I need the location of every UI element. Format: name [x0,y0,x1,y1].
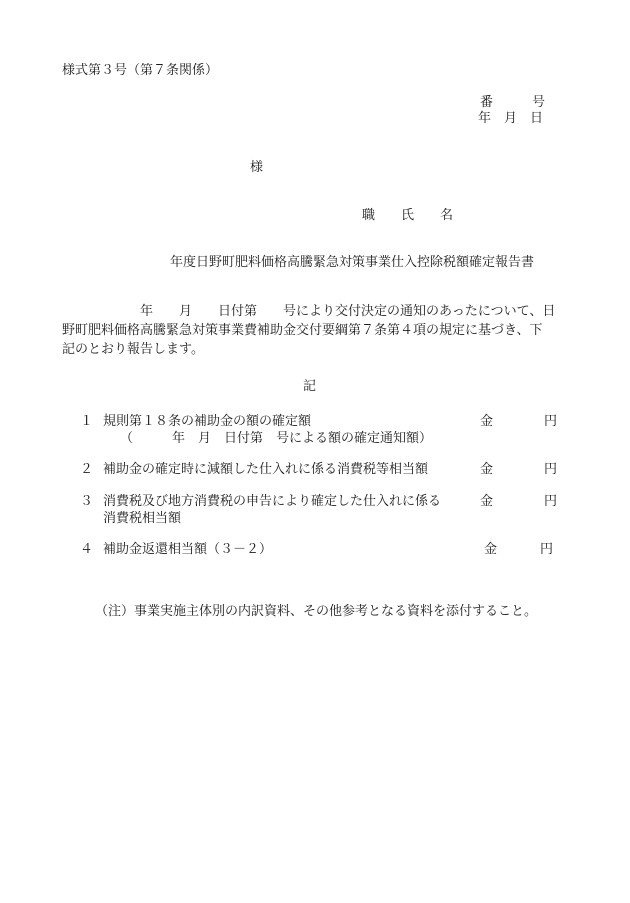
item-number: ４ [80,542,94,557]
item-number: ３ [80,494,94,509]
body-line-2: 野町肥料価格高騰緊急対策事業費補助金交付要綱第７条第４項の規定に基づき、下 [62,323,543,338]
item-en: 円 [544,494,558,509]
body-line-1: 年 月 日付第 号により交付決定の通知のあったについて、日 [62,304,556,319]
addressee-suffix: 様 [250,160,264,175]
note: （注）事業実施主体別の内訳資料、その他参考となる資料を添付すること。 [95,604,538,619]
item-kin: 金 [480,414,494,429]
item-en: 円 [544,414,558,429]
item-number: １ [80,414,94,429]
date-line: 年 月 日 [478,111,544,126]
body-line-3: 記のとおり報告します。 [62,342,204,357]
form-label: 様式第３号（第７条関係） [62,63,219,78]
sender-line: 職 氏 名 [362,208,454,223]
item-kin: 金 [484,542,498,557]
item-text: 補助金の確定時に減額した仕入れに係る消費税等相当額 [103,462,429,477]
item-en: 円 [544,462,558,477]
item-en: 円 [540,542,554,557]
item-kin: 金 [480,462,494,477]
ki-heading: 記 [303,379,317,394]
item-subtext: （ 年 月 日付第 号による額の確定通知額） [120,431,433,446]
document-title: 年度日野町肥料価格高騰緊急対策事業仕入控除税額確定報告書 [170,255,535,270]
item-number: ２ [80,462,94,477]
item-text: 補助金返還相当額（３－２） [103,542,273,557]
item-subtext: 消費税相当額 [103,511,182,526]
item-text: 消費税及び地方消費税の申告により確定した仕入れに係る [103,494,442,509]
number-line: 番 号 [480,95,546,110]
item-text: 規則第１８条の補助金の額の確定額 [103,414,312,429]
body-paragraph [62,302,562,359]
item-kin: 金 [480,494,494,509]
